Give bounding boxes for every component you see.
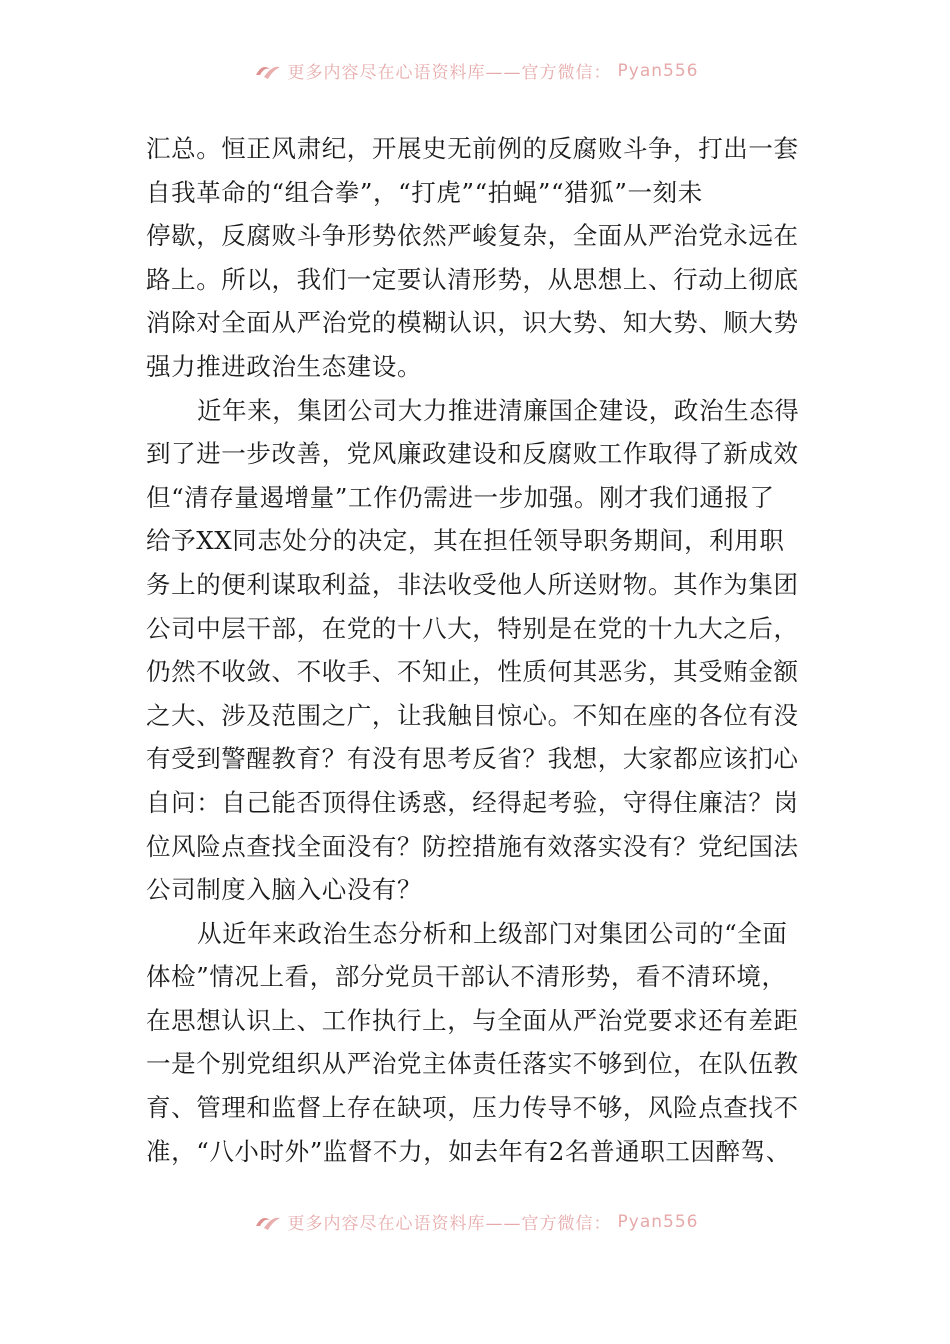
text-line: 体检”情况上看，部分党员干部认不清形势，看不清环境， [146,962,787,992]
watermark-text: 更多内容尽在心语资料库——官方微信： [287,63,612,83]
text-line: 之大、涉及范围之广，让我触目惊心。不知在座的各位有没 [146,700,799,730]
document-body [146,127,810,1173]
text-line: 自问：自己能否顶得住诱惑，经得起考验，守得住廉洁？岗 [146,787,799,817]
text-line: 位风险点查找全面没有？防控措施有效落实没有？党纪国法 [146,831,799,861]
watermark-text: 更多内容尽在心语资料库——官方微信： [287,1214,612,1234]
logo-icon [252,1212,282,1232]
text-line: 消除对全面从严治党的模糊认识，识大势、知大势、顺大势 [146,308,799,338]
text-line: 给予XX同志处分的决定，其在担任领导职务期间，利用职 [146,526,785,556]
footer-watermark [0,1209,950,1234]
text-line: 一是个别党组织从严治党主体责任落实不够到位，在队伍教 [146,1049,799,1079]
text-line: 公司制度入脑入心没有？ [146,875,423,905]
text-line: 但“清存量遏增量”工作仍需进一步加强。刚才我们通报了 [146,482,775,512]
text-line: 育、管理和监督上存在缺项，压力传导不够，风险点查找不 [146,1093,799,1123]
text-line: 从近年来政治生态分析和上级部门对集团公司的“全面 [197,918,788,948]
text-line: 到了进一步改善，党风廉政建设和反腐败工作取得了新成效 [146,439,799,469]
text-line: 停歇，反腐败斗争形势依然严峻复杂，全面从严治党永远在 [146,221,799,251]
watermark-id: Pyan556 [617,1211,699,1232]
watermark-id: Pyan556 [617,60,699,81]
text-line: 强力推进政治生态建设。 [146,351,423,381]
header-watermark [0,58,950,83]
text-line: 在思想认识上、工作执行上，与全面从严治党要求还有差距 [146,1005,799,1035]
text-line: 有受到警醒教育？有没有思考反省？我想，大家都应该扪心 [146,744,799,774]
text-line: 自我革命的“组合拳”，“打虎”“拍蝇”“猎狐”一刻未 [146,177,703,207]
text-line: 仍然不收敛、不收手、不知止，性质何其恶劣，其受贿金额 [146,657,799,687]
logo-icon [252,61,282,81]
text-line: 准，“八小时外”监督不力，如去年有2名普通职工因醉驾、 [146,1136,791,1166]
text-line: 汇总。恒正风肃纪，开展史无前例的反腐败斗争，打出一套 [146,134,799,163]
text-line: 路上。所以，我们一定要认清形势，从思想上、行动上彻底 [146,264,799,294]
text-line: 务上的便利谋取利益，非法收受他人所送财物。其作为集团 [146,569,799,599]
text-line: 公司中层干部，在党的十八大，特别是在党的十九大之后， [146,613,799,643]
text-line: 近年来，集团公司大力推进清廉国企建设，政治生态得 [197,395,800,425]
